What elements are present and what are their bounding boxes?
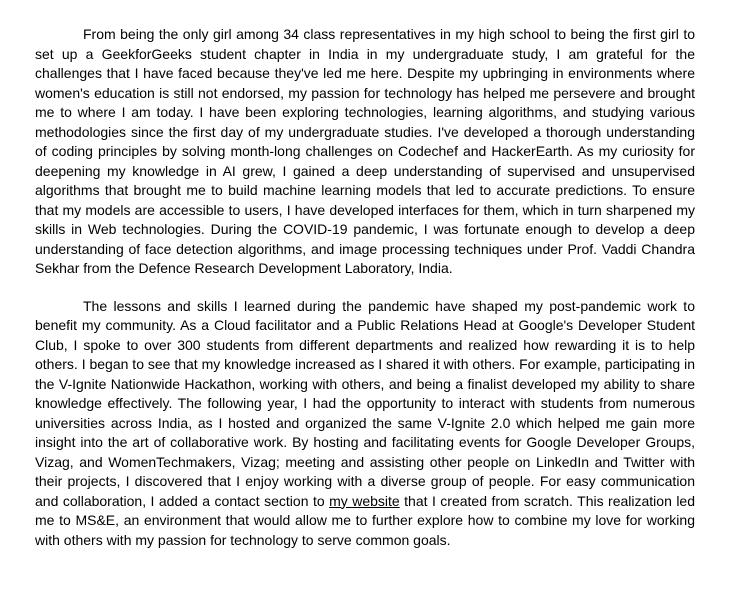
- paragraph-community-text-end: that I created from scratch. This realization led me to MS&E, an environment that would allow me to further explore how to combine my love for working with others with my passion for technology to serve common goals.: [35, 492, 695, 548]
- paragraph-community-text-start: The lessons and skills I learned during the pandemic have shaped my post-pandemic work to benefit my community. As a Cloud facilitator and a Public Relations Head at Google's Developer Student Club, I spoke to over 300 students from different departments and realized how rewarding it is to help others. I began to see that my knowledge increased as I shared it with others. For example, participating in the V-Ignite Nationwide Hackathon, working with others, and being a finalist developed my ability to share knowledge effectively. The following year, I had the opportunity to interact with students from numerous universities across India, as I hosted and organized the same V-Ignite 2.0 which helped me gain more insight into the art of collaborative work. By hosting and facilitating events for Google Developer Groups, Vizag, and WomenTechmakers, Vizag; meeting and assisting other people on LinkedIn and Twitter with their projects, I discovered that I enjoy working with a diverse group of people. For easy communication and collaboration, I added a contact section to: [35, 297, 695, 509]
- website-link[interactable]: my website: [329, 492, 400, 509]
- paragraph-origin-story: From being the only girl among 34 class representatives in my high school to being the first girl to set up a GeekforGeeks student chapter in India in my undergraduate study, I am grateful for the challenges that I have faced because they've led me here. Despite my upbringing in environments where women's education is still not endorsed, my passion for technology has helped me persevere and brought me to where I am today. I have been exploring technologies, learning algorithms, and studying various methodologies since the first day of my undergraduate studies. I've developed a thorough understanding of coding principles by solving month-long challenges on Codechef and HackerEarth. As my curiosity for deepening my knowledge in AI grew, I gained a deep understanding of supervised and unsupervised algorithms that brought me to build machine learning models that led to accurate predictions. To ensure that my models are accessible to users, I have developed interfaces for them, which in turn sharpened my skills in Web technologies. During the COVID-19 pandemic, I was fortunate enough to develop a deep understanding of face detection algorithms, and image processing techniques under Prof. Vaddi Chandra Sekhar from the Defence Research Development Laboratory, India.: [35, 26, 695, 276]
- paragraph-community-work: [35, 297, 695, 551]
- paragraph-gap: [35, 279, 695, 297]
- document-body: [35, 25, 695, 550]
